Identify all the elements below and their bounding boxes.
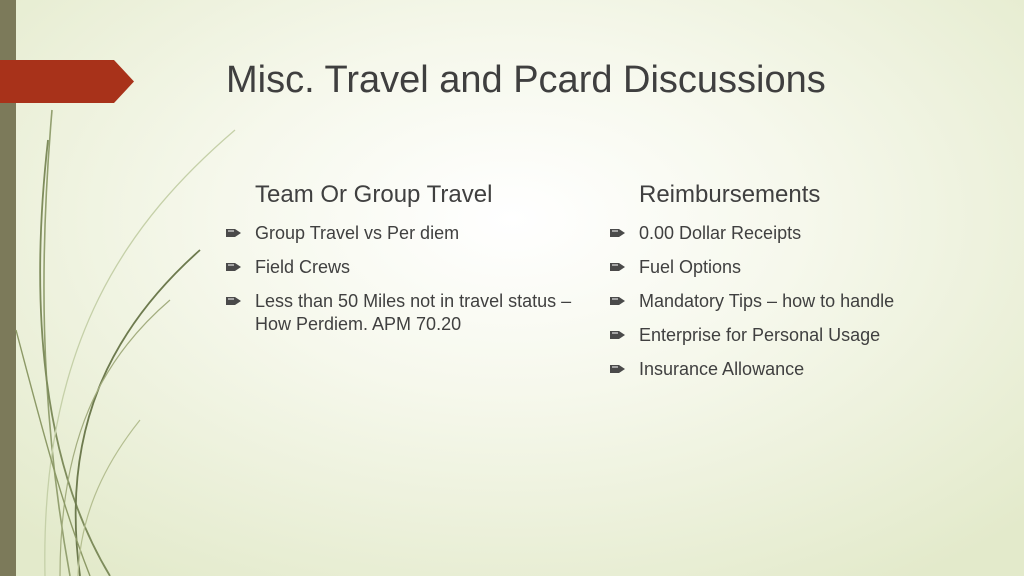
arrow-bullet-icon: [226, 296, 241, 306]
list-item: [610, 256, 1010, 279]
list-item: [610, 222, 1010, 245]
arrow-bullet-icon: [226, 228, 241, 238]
list-item-text: Enterprise for Personal Usage: [639, 325, 881, 345]
list-item-text: Field Crews: [255, 257, 351, 277]
left-column-list: [226, 222, 576, 336]
list-item: [226, 256, 576, 279]
list-item-text: Insurance Allowance: [639, 359, 805, 379]
list-item-text: Mandatory Tips – how to handle: [639, 291, 895, 311]
list-item: [610, 324, 1010, 347]
arrow-bullet-icon: [610, 364, 625, 374]
right-column-list: [610, 222, 1010, 381]
right-column: [610, 178, 1010, 392]
list-item-text: Fuel Options: [639, 257, 742, 277]
title-accent-arrow: [0, 60, 134, 103]
list-item: [226, 290, 576, 336]
arrow-bullet-icon: [226, 262, 241, 272]
arrow-bullet-icon: [610, 228, 625, 238]
list-item: [610, 358, 1010, 381]
slide-title: Misc. Travel and Pcard Discussions: [226, 59, 826, 101]
arrow-bullet-icon: [610, 262, 625, 272]
list-item-text: Group Travel vs Per diem: [255, 223, 460, 243]
list-item: [226, 222, 576, 245]
left-column: [226, 178, 576, 347]
arrow-bullet-icon: [610, 330, 625, 340]
list-item: [610, 290, 1010, 313]
list-item-text: Less than 50 Miles not in travel status – How Perdiem. APM 70.20: [255, 291, 572, 334]
arrow-bullet-icon: [610, 296, 625, 306]
right-column-heading: Reimbursements: [639, 181, 821, 208]
left-column-heading: Team Or Group Travel: [255, 181, 493, 208]
list-item-text: 0.00 Dollar Receipts: [639, 223, 802, 243]
